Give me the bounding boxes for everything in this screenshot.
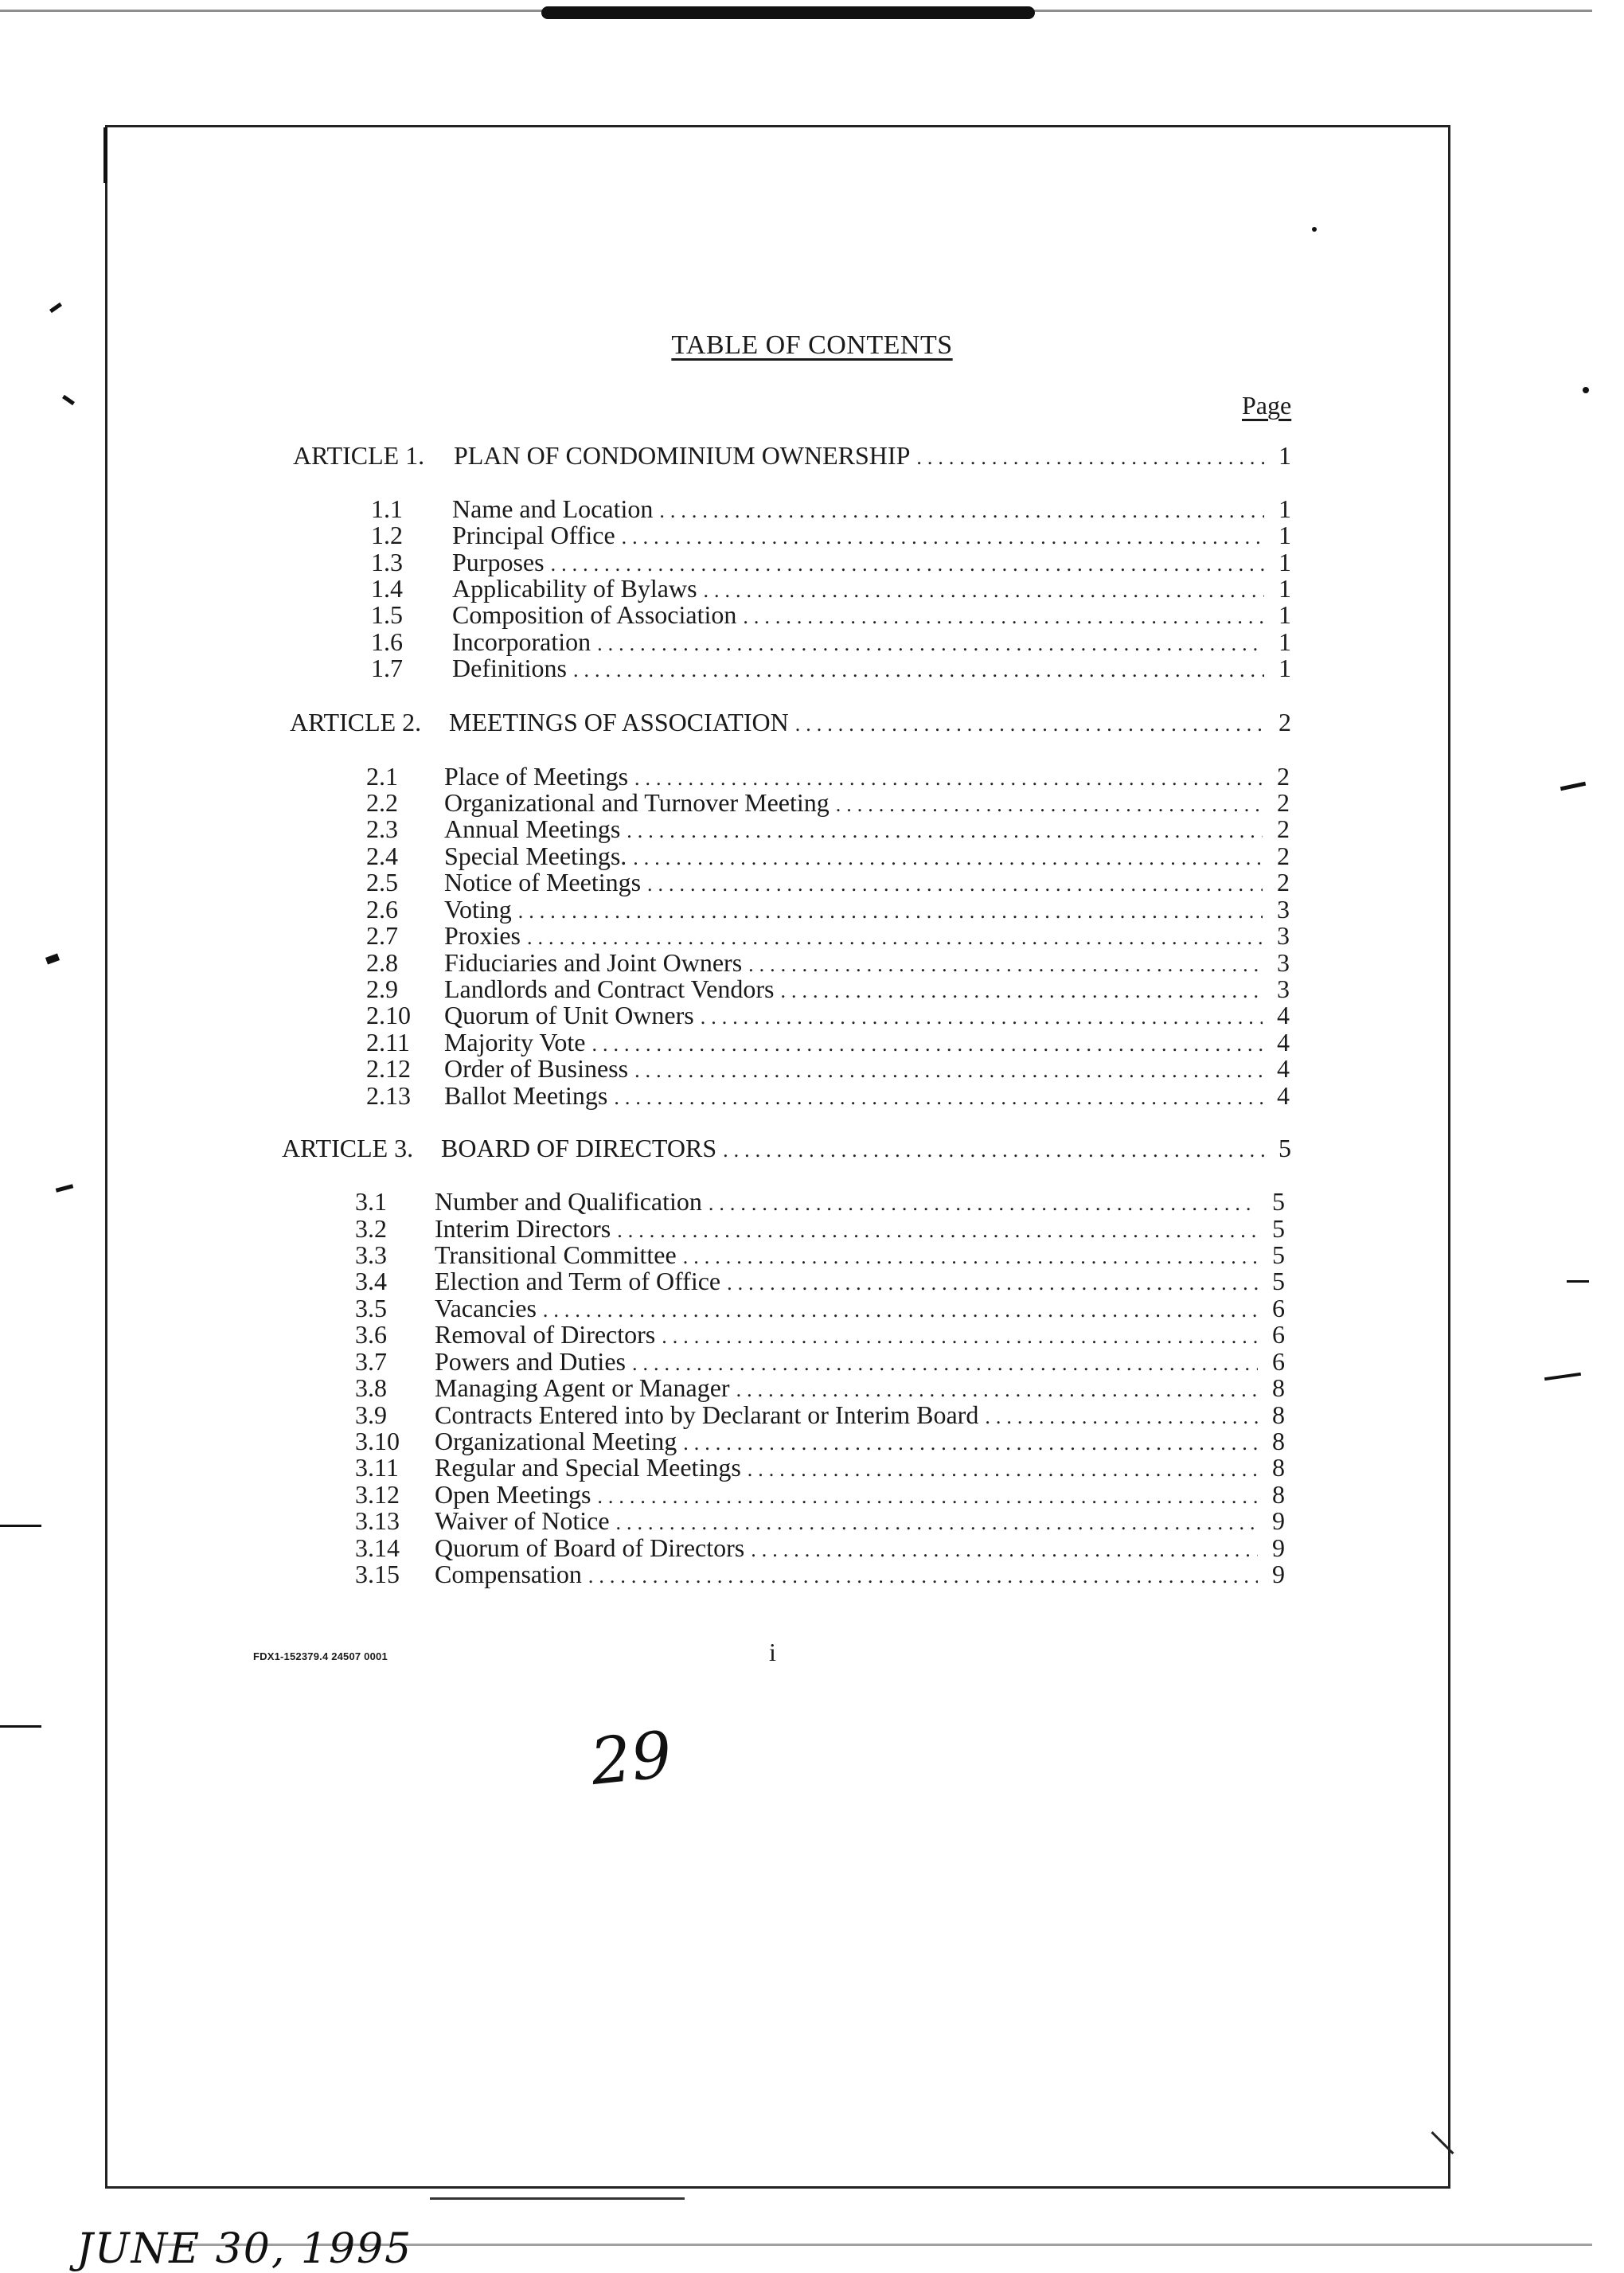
toc-label: Place of Meetings	[444, 762, 629, 791]
toc-leader-dots	[727, 1270, 1258, 1297]
toc-label: Election and Term of Office	[435, 1267, 721, 1295]
document-title: TABLE OF CONTENTS	[671, 330, 953, 360]
toc-label: Vacancies	[435, 1294, 537, 1322]
toc-leader-dots	[701, 1004, 1263, 1031]
toc-section-row	[366, 815, 1290, 845]
scan-speck	[1583, 387, 1589, 393]
toc-page-number: 3	[1277, 921, 1290, 950]
toc-leader-dots	[588, 1563, 1258, 1590]
toc-leader-dots	[614, 1084, 1263, 1111]
toc-page-number: 8	[1272, 1453, 1285, 1482]
toc-page-number: 8	[1272, 1373, 1285, 1402]
toc-leader-dots	[743, 603, 1264, 631]
toc-label: Removal of Directors	[435, 1320, 656, 1349]
toc-number: 3.9	[355, 1400, 387, 1429]
toc-page-number: 5	[1272, 1187, 1285, 1216]
toc-number: 3.2	[355, 1214, 387, 1243]
toc-page-number: 2	[1277, 762, 1290, 791]
handwritten-date: JUNE 30, 1995	[76, 2225, 413, 2273]
toc-label: Quorum of Unit Owners	[444, 1001, 694, 1029]
toc-page-number: 1	[1279, 627, 1291, 656]
toc-leader-dots	[780, 978, 1263, 1005]
page-number: i	[769, 1638, 776, 1666]
toc-page-number: 4	[1277, 1081, 1290, 1110]
scan-speck	[45, 954, 60, 965]
toc-page-number: 2	[1277, 788, 1290, 817]
toc-page-number: 3	[1277, 948, 1290, 977]
scan-smudge-bottom	[430, 2197, 685, 2200]
toc-number: 3.12	[355, 1480, 400, 1509]
toc-page-number: 2	[1277, 842, 1290, 870]
toc-number: 1.2	[371, 521, 403, 549]
toc-page-number: 4	[1277, 1001, 1290, 1029]
toc-section-row	[366, 1055, 1290, 1084]
toc-label: Name and Location	[452, 494, 654, 523]
toc-leader-dots	[573, 657, 1264, 684]
toc-label: Fiduciaries and Joint Owners	[444, 948, 743, 977]
toc-page-number: 2	[1279, 708, 1291, 736]
toc-section-row	[355, 1507, 1285, 1537]
toc-leader-dots	[709, 1190, 1258, 1217]
toc-number: 3.13	[355, 1506, 400, 1535]
toc-number: 3.15	[355, 1560, 400, 1588]
toc-label: Compensation	[435, 1560, 582, 1588]
toc-number: 2.3	[366, 814, 398, 843]
toc-page-number: 1	[1279, 441, 1291, 470]
toc-number: 1.3	[371, 548, 403, 576]
toc-leader-dots	[704, 577, 1264, 604]
toc-number: 3.3	[355, 1240, 387, 1269]
toc-label: Voting	[444, 895, 512, 924]
toc-label: Special Meetings.	[444, 842, 627, 870]
toc-leader-dots	[647, 871, 1263, 898]
toc-label: Organizational and Turnover Meeting	[444, 788, 830, 817]
toc-number: 3.10	[355, 1427, 400, 1455]
toc-page-number: 1	[1279, 521, 1291, 549]
toc-label: Order of Business	[444, 1054, 629, 1083]
toc-section-row	[366, 1082, 1290, 1111]
scan-speck	[56, 1184, 74, 1193]
toc-number: 2.6	[366, 895, 398, 924]
toc-leader-dots	[622, 524, 1264, 551]
toc-page-number: 5	[1272, 1240, 1285, 1269]
toc-label: Powers and Duties	[435, 1347, 626, 1376]
toc-leader-dots	[659, 498, 1264, 525]
toc-label: Organizational Meeting	[435, 1427, 677, 1455]
toc-leader-dots	[597, 631, 1264, 658]
toc-page-number: 3	[1277, 974, 1290, 1003]
toc-page-number: 5	[1272, 1214, 1285, 1243]
toc-number: ARTICLE 2.	[290, 708, 422, 736]
toc-leader-dots	[985, 1404, 1258, 1431]
toc-page-number: 8	[1272, 1427, 1285, 1455]
toc-section-row	[366, 1002, 1290, 1031]
toc-label: Quorum of Board of Directors	[435, 1533, 745, 1562]
toc-leader-dots	[597, 1483, 1258, 1510]
toc-page-number: 1	[1279, 654, 1291, 682]
toc-section-row	[371, 521, 1291, 551]
scan-mark-left	[0, 1525, 41, 1527]
toc-leader-dots	[795, 711, 1264, 738]
toc-article-row	[293, 442, 1291, 471]
toc-label: Definitions	[452, 654, 567, 682]
toc-leader-dots	[627, 818, 1263, 845]
toc-section-row	[355, 1374, 1285, 1404]
toc-page-number: 5	[1279, 1134, 1291, 1162]
toc-section-row	[355, 1321, 1285, 1350]
toc-leader-dots	[916, 444, 1264, 471]
toc-number: 2.12	[366, 1054, 411, 1083]
toc-number: 3.7	[355, 1347, 387, 1376]
toc-label: BOARD OF DIRECTORS	[441, 1134, 717, 1162]
toc-article-row	[282, 1135, 1291, 1164]
toc-number: 2.4	[366, 842, 398, 870]
toc-leader-dots	[736, 1377, 1258, 1404]
toc-section-row	[355, 1454, 1285, 1483]
toc-page-number: 1	[1279, 600, 1291, 629]
toc-number: 1.1	[371, 494, 403, 523]
toc-label: Majority Vote	[444, 1028, 586, 1056]
toc-page-number: 6	[1272, 1294, 1285, 1322]
toc-leader-dots	[836, 791, 1263, 818]
toc-leader-dots	[527, 924, 1263, 951]
toc-page-number: 4	[1277, 1054, 1290, 1083]
toc-number: ARTICLE 1.	[293, 441, 425, 470]
toc-label: Contracts Entered into by Declarant or Interim Board	[435, 1400, 979, 1429]
toc-section-row	[366, 869, 1290, 898]
toc-leader-dots	[683, 1244, 1258, 1271]
toc-number: 2.2	[366, 788, 398, 817]
toc-label: Managing Agent or Manager	[435, 1373, 730, 1402]
toc-leader-dots	[616, 1509, 1258, 1537]
handwritten-page-annotation: 29	[587, 1716, 676, 1800]
toc-leader-dots	[748, 1456, 1258, 1483]
toc-number: 2.5	[366, 868, 398, 896]
toc-section-row	[371, 601, 1291, 631]
toc-label: MEETINGS OF ASSOCIATION	[449, 708, 789, 736]
toc-number: 2.13	[366, 1081, 411, 1110]
toc-label: Ballot Meetings	[444, 1081, 608, 1110]
toc-section-row	[371, 654, 1291, 684]
page-border-bottom	[105, 2186, 1450, 2189]
toc-page-number: 6	[1272, 1320, 1285, 1349]
scan-smudge-top	[541, 6, 1035, 19]
toc-page-number: 6	[1272, 1347, 1285, 1376]
toc-number: 3.4	[355, 1267, 387, 1295]
toc-label: Annual Meetings	[444, 814, 621, 843]
toc-number: 1.4	[371, 574, 403, 603]
toc-number: 2.8	[366, 948, 398, 977]
toc-number: 3.1	[355, 1187, 387, 1216]
toc-label: Notice of Meetings	[444, 868, 642, 896]
toc-page-number: 2	[1277, 814, 1290, 843]
document-id-code: FDX1-152379.4 24507 0001	[253, 1650, 388, 1662]
toc-leader-dots	[617, 1217, 1258, 1244]
scan-mark-right	[1567, 1280, 1589, 1283]
toc-section-row	[366, 922, 1290, 951]
toc-leader-dots	[723, 1137, 1264, 1164]
toc-label: Open Meetings	[435, 1480, 591, 1509]
toc-label: Number and Qualification	[435, 1187, 702, 1216]
toc-number: 3.5	[355, 1294, 387, 1322]
toc-label: Proxies	[444, 921, 521, 950]
toc-leader-dots	[633, 845, 1263, 872]
toc-number: 3.11	[355, 1453, 399, 1482]
toc-leader-dots	[683, 1430, 1258, 1457]
toc-number: 3.14	[355, 1533, 400, 1562]
toc-label: Applicability of Bylaws	[452, 574, 697, 603]
toc-label: Interim Directors	[435, 1214, 611, 1243]
toc-section-row	[355, 1267, 1285, 1297]
toc-page-number: 8	[1272, 1480, 1285, 1509]
toc-number: ARTICLE 3.	[282, 1134, 414, 1162]
toc-label: Landlords and Contract Vendors	[444, 974, 775, 1003]
toc-section-row	[355, 1188, 1285, 1217]
toc-number: 1.6	[371, 627, 403, 656]
scan-mark-left	[0, 1725, 41, 1728]
toc-number: 1.7	[371, 654, 403, 682]
toc-page-number: 9	[1272, 1506, 1285, 1535]
scan-speck	[49, 303, 62, 313]
toc-page-number: 5	[1272, 1267, 1285, 1295]
toc-label: PLAN OF CONDOMINIUM OWNERSHIP	[454, 441, 911, 470]
toc-leader-dots	[518, 898, 1263, 925]
toc-number: 3.8	[355, 1373, 387, 1402]
toc-page-number: 2	[1277, 868, 1290, 896]
toc-page-number: 9	[1272, 1560, 1285, 1588]
page-border-mark	[103, 127, 107, 183]
toc-page-number: 1	[1279, 548, 1291, 576]
toc-page-number: 1	[1279, 494, 1291, 523]
toc-number: 2.11	[366, 1028, 410, 1056]
toc-page-number: 4	[1277, 1028, 1290, 1056]
toc-label: Regular and Special Meetings	[435, 1453, 741, 1482]
toc-leader-dots	[751, 1537, 1258, 1564]
toc-leader-dots	[662, 1323, 1258, 1350]
toc-page-number: 8	[1272, 1400, 1285, 1429]
toc-page-number: 1	[1279, 574, 1291, 603]
scan-mark-right	[1560, 782, 1586, 791]
toc-label: Waiver of Notice	[435, 1506, 610, 1535]
toc-page-number: 3	[1277, 895, 1290, 924]
toc-leader-dots	[748, 951, 1263, 978]
toc-number: 2.1	[366, 762, 398, 791]
toc-leader-dots	[634, 1057, 1263, 1084]
scan-speck	[62, 395, 75, 405]
toc-page-number: 9	[1272, 1533, 1285, 1562]
page-column-header: Page	[1242, 391, 1292, 420]
toc-label: Transitional Committee	[435, 1240, 677, 1269]
toc-label: Composition of Association	[452, 600, 737, 629]
toc-number: 3.6	[355, 1320, 387, 1349]
toc-label: Purposes	[452, 548, 545, 576]
toc-number: 2.10	[366, 1001, 411, 1029]
toc-section-row	[355, 1560, 1285, 1590]
toc-label: Principal Office	[452, 521, 615, 549]
toc-number: 2.9	[366, 974, 398, 1003]
scan-mark-right	[1544, 1373, 1581, 1381]
toc-leader-dots	[591, 1031, 1263, 1058]
toc-number: 2.7	[366, 921, 398, 950]
toc-article-row	[290, 709, 1291, 738]
toc-number: 1.5	[371, 600, 403, 629]
toc-label: Incorporation	[452, 627, 591, 656]
